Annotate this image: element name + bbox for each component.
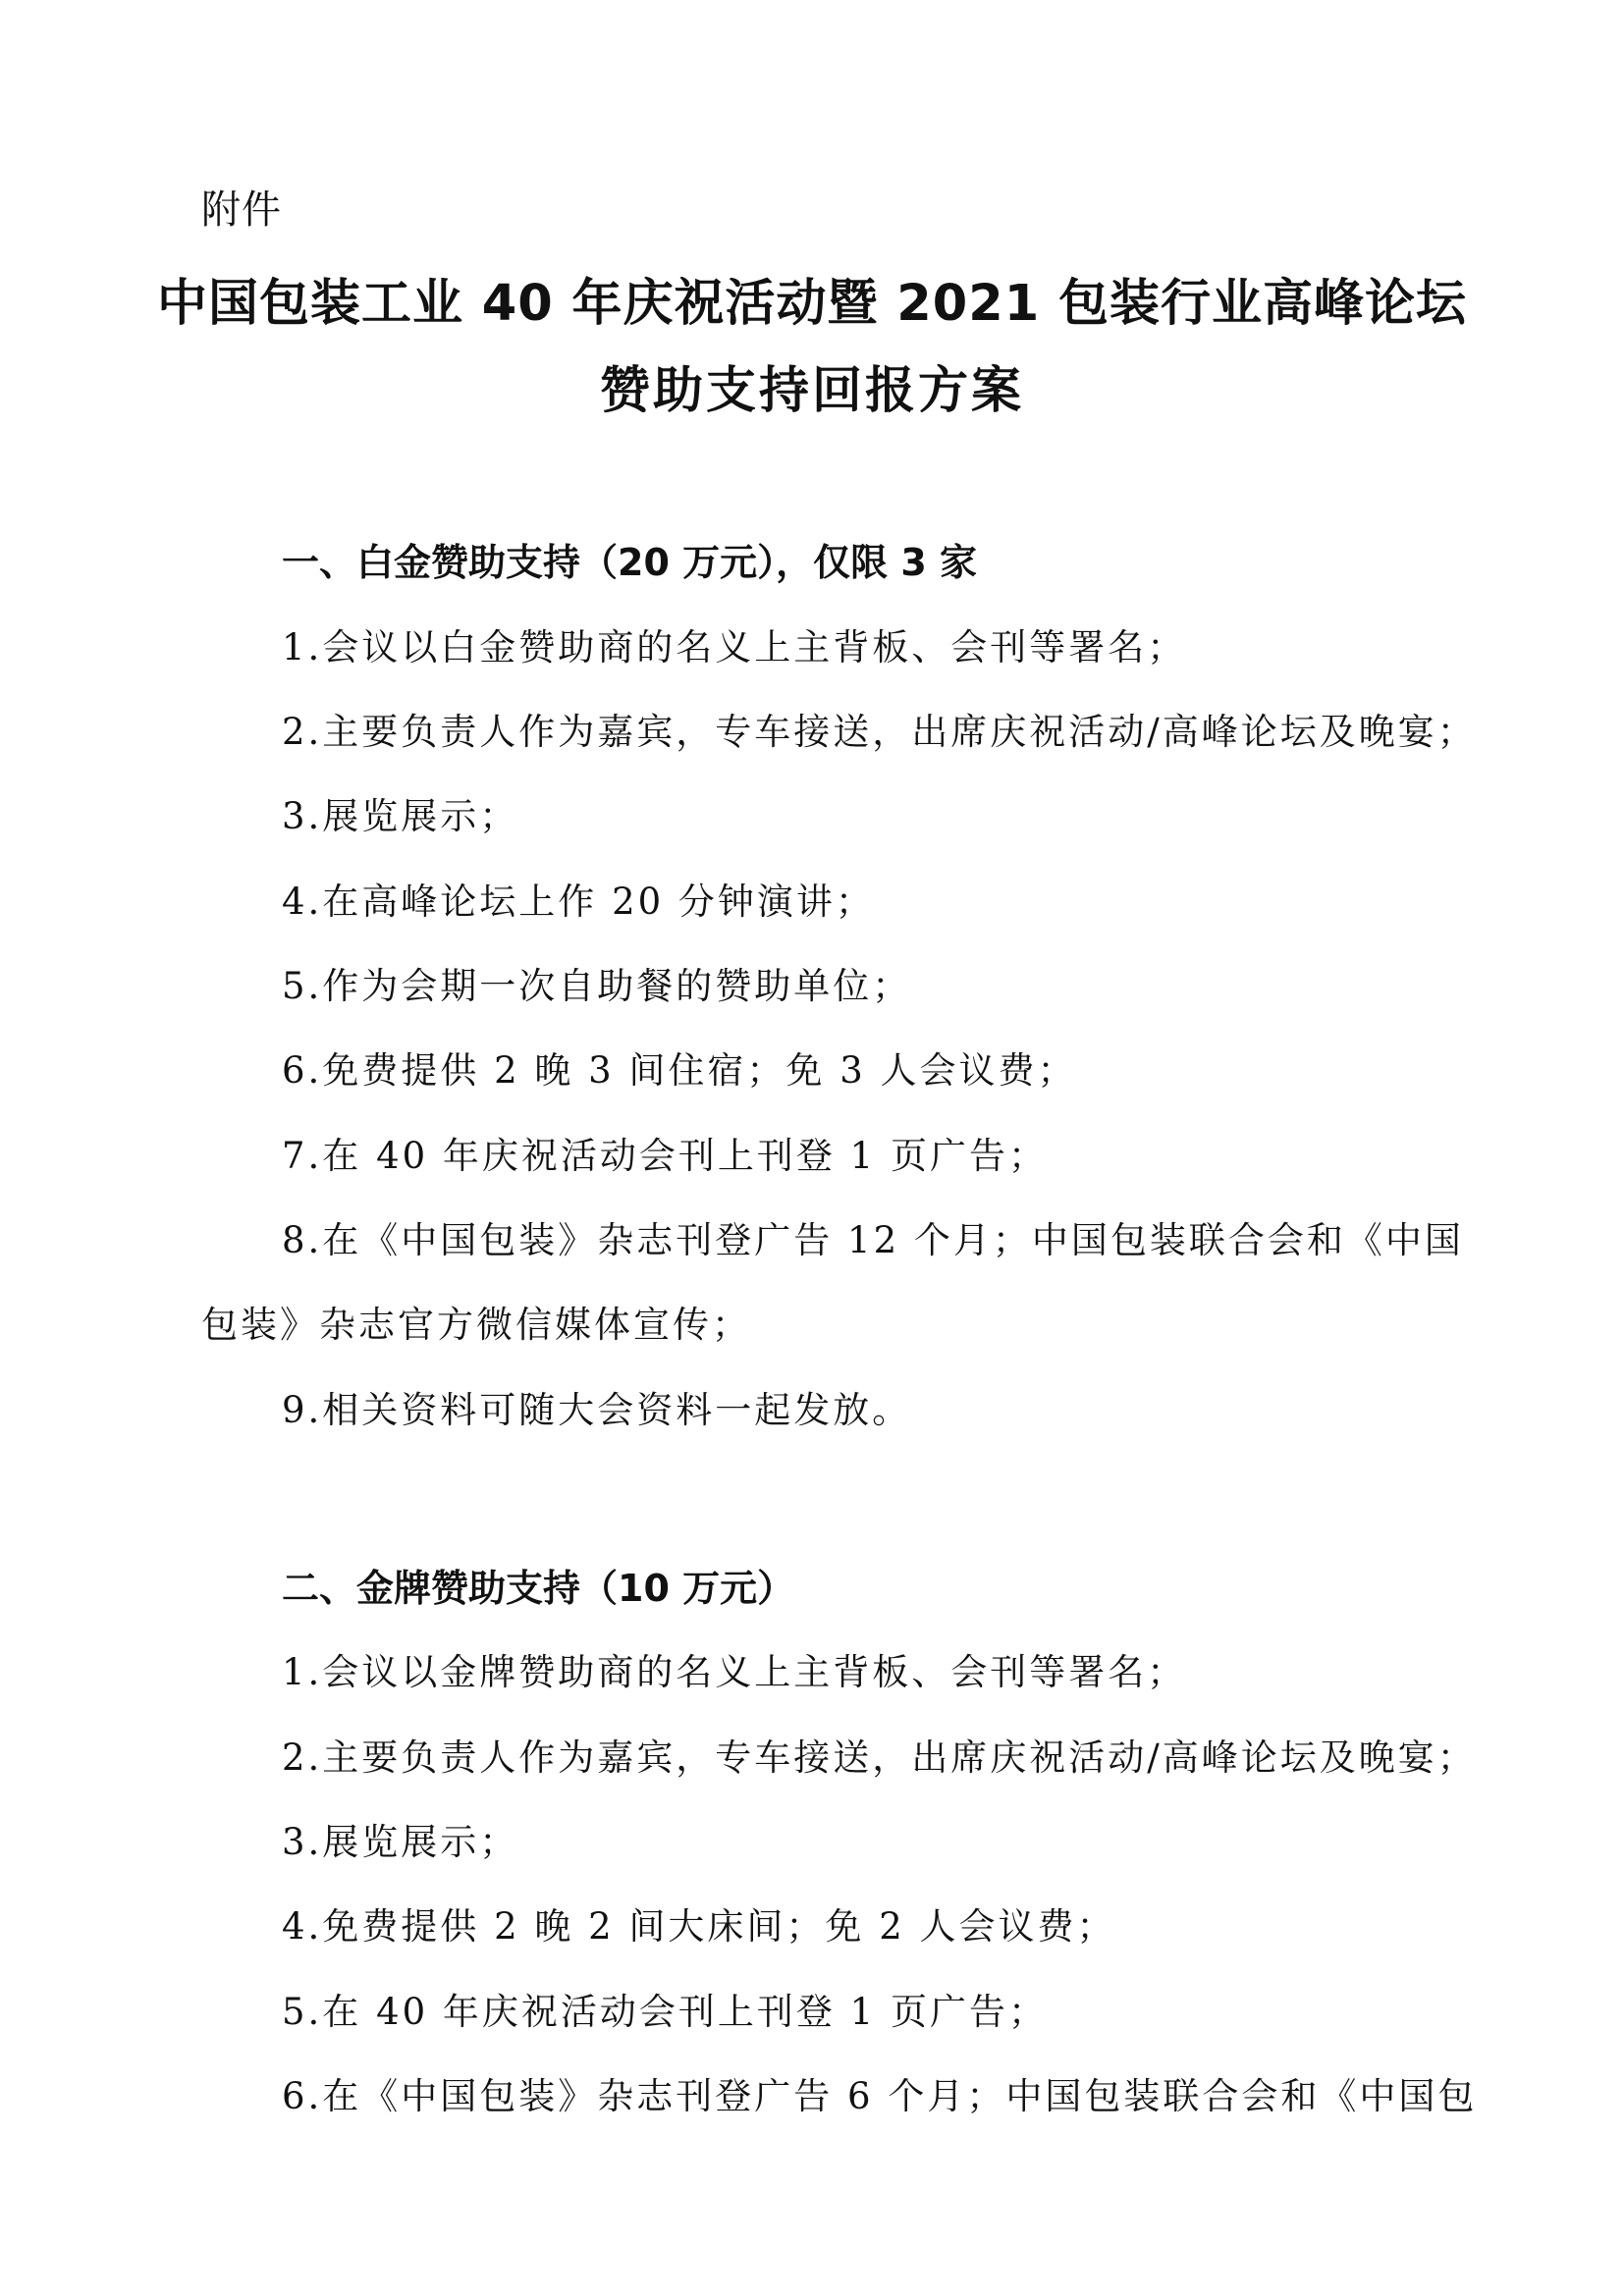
gold-item-1: 1.会议以金牌赞助商的名义上主背板、会刊等署名； xyxy=(282,1651,1187,1693)
gold-item-2: 2.主要负责人作为嘉宾，专车接送，出席庆祝活动/高峰论坛及晚宴； xyxy=(282,1736,1477,1779)
gold-item-3: 3.展览展示； xyxy=(282,1821,519,1863)
gold-item-5: 5.在 40 年庆祝活动会刊上刊登 1 页广告； xyxy=(282,1991,1048,2033)
platinum-item-4: 4.在高峰论坛上作 20 分钟演讲； xyxy=(282,881,875,923)
section-heading-platinum: 一、白金赞助支持（20 万元），仅限 3 家 xyxy=(282,541,978,584)
platinum-item-3: 3.展览展示； xyxy=(282,795,519,837)
annex-label: 附件 xyxy=(201,187,282,233)
document-title-line-1: 中国包装工业 40 年庆祝活动暨 2021 包装行业高峰论坛 xyxy=(157,275,1467,333)
platinum-item-9: 9.相关资料可随大会资料一起发放。 xyxy=(282,1389,912,1431)
section-heading-gold: 二、金牌赞助支持（10 万元） xyxy=(282,1567,795,1610)
gold-item-6: 6.在《中国包装》杂志刊登广告 6 个月；中国包装联合会和《中国包 xyxy=(282,2075,1478,2117)
platinum-item-2: 2.主要负责人作为嘉宾，专车接送，出席庆祝活动/高峰论坛及晚宴； xyxy=(282,711,1477,753)
platinum-item-1: 1.会议以白金赞助商的名义上主背板、会刊等署名； xyxy=(282,626,1187,668)
platinum-item-8-continued: 包装》杂志官方微信媒体宣传； xyxy=(201,1304,751,1346)
gold-item-4: 4.免费提供 2 晚 2 间大床间；免 2 人会议费； xyxy=(282,1905,1116,1948)
platinum-item-5: 5.作为会期一次自助餐的赞助单位； xyxy=(282,965,912,1007)
document-title-line-2: 赞助支持回报方案 xyxy=(599,362,1024,420)
platinum-item-8: 8.在《中国包装》杂志刊登广告 12 个月；中国包装联合会和《中国 xyxy=(282,1219,1464,1261)
platinum-item-7: 7.在 40 年庆祝活动会刊上刊登 1 页广告； xyxy=(282,1135,1048,1177)
platinum-item-6: 6.免费提供 2 晚 3 间住宿；免 3 人会议费； xyxy=(282,1049,1077,1092)
